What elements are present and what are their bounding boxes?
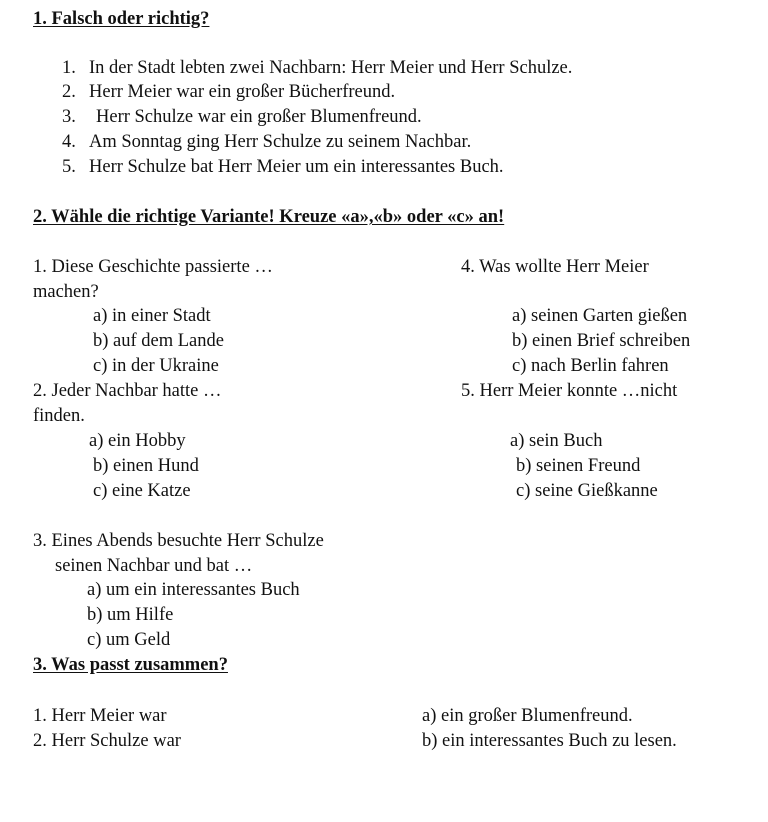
q2-option-b: b) einen Hund [93,456,199,476]
q4-text-wrap: machen? [33,282,99,302]
q3-text-line2: seinen Nachbar und bat … [55,556,253,576]
q5-text-wrap: finden. [33,406,85,426]
tf-item-5-text: Herr Schulze bat Herr Meier um ein interessantes Buch. [89,157,504,177]
tf-item-4-text: Am Sonntag ging Herr Schulze zu seinem Nachbar. [89,132,472,152]
match-right-a: a) ein großer Blumenfreund. [422,706,633,726]
q3-text: 3. Eines Abends besuchte Herr Schulze [33,531,324,551]
section3-heading: 3. Was passt zusammen? [33,655,228,675]
q3-option-c: c) um Geld [87,630,171,650]
q4-option-b: b) einen Brief schreiben [512,331,691,351]
q2-text: 2. Jeder Nachbar hatte … [33,381,222,401]
section2-heading: 2. Wähle die richtige Variante! Kreuze «a»,«b» oder «c» an! [33,207,505,227]
tf-item-4-number: 4. [62,132,76,152]
tf-item-2-number: 2. [62,82,76,102]
q2-option-a: a) ein Hobby [89,431,186,451]
q5-option-b: b) seinen Freund [516,456,641,476]
q3-option-b: b) um Hilfe [87,605,174,625]
tf-item-3-text: Herr Schulze war ein großer Blumenfreund. [96,107,422,127]
q4-option-c: c) nach Berlin fahren [512,356,669,376]
match-left-2: 2. Herr Schulze war [33,731,181,751]
q1-option-c: c) in der Ukraine [93,356,219,376]
q1-text: 1. Diese Geschichte passierte … [33,257,273,277]
match-right-b: b) ein interessantes Buch zu lesen. [422,731,677,751]
match-left-1: 1. Herr Meier war [33,706,167,726]
q4-option-a: a) seinen Garten gießen [512,306,688,326]
q1-option-a: a) in einer Stadt [93,306,211,326]
tf-item-2-text: Herr Meier war ein großer Bücherfreund. [89,82,396,102]
tf-item-5-number: 5. [62,157,76,177]
q3-option-a: a) um ein interessantes Buch [87,580,300,600]
q2-option-c: c) eine Katze [93,481,191,501]
tf-item-1-text: In der Stadt lebten zwei Nachbarn: Herr Meier und Herr Schulze. [89,58,573,78]
q4-text: 4. Was wollte Herr Meier [461,257,649,277]
tf-item-1-number: 1. [62,58,76,78]
q1-option-b: b) auf dem Lande [93,331,224,351]
q5-option-a: a) sein Buch [510,431,603,451]
q5-text: 5. Herr Meier konnte …nicht [461,381,678,401]
tf-item-3-number: 3. [62,107,76,127]
q5-option-c: c) seine Gießkanne [516,481,658,501]
section1-heading: 1. Falsch oder richtig? [33,9,210,29]
